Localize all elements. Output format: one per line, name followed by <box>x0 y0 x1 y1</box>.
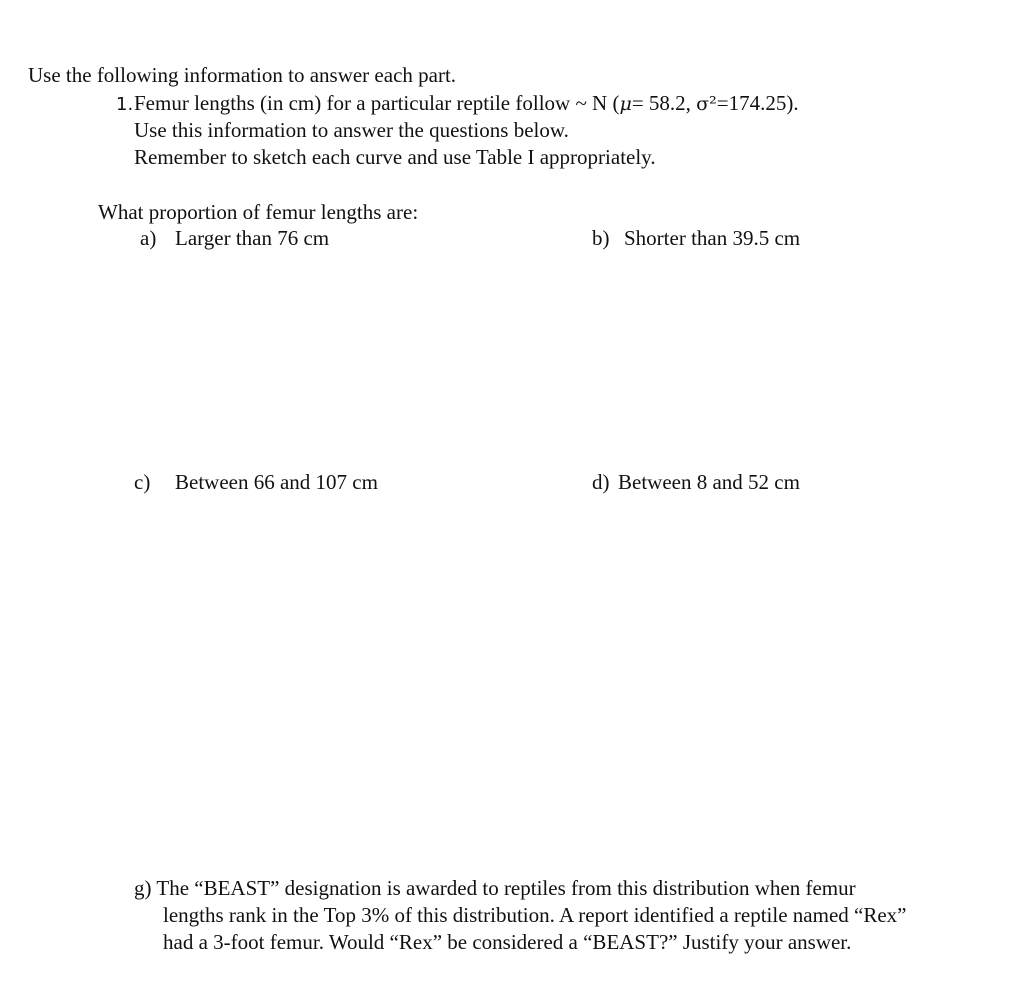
question-1-distribution-text: Femur lengths (in cm) for a particular reptile follow ~ N ( <box>134 91 620 115</box>
part-a-text: Larger than 76 cm <box>175 226 330 250</box>
mu-symbol: μ <box>619 93 632 115</box>
question-1-line-2: Use this information to answer the questions below. <box>134 118 569 142</box>
question-number: 1. <box>116 94 134 115</box>
part-b <box>592 225 800 252</box>
question-1-line-1 <box>116 90 799 118</box>
question-1-line-3: Remember to sketch each curve and use Table I appropriately. <box>134 145 656 169</box>
part-d <box>592 469 800 496</box>
part-g-line-3: had a 3-foot femur. Would “Rex” be considered a “BEAST?” Justify your answer. <box>163 930 852 954</box>
proportion-prompt: What proportion of femur lengths are: <box>98 200 419 224</box>
part-b-text: Shorter than 39.5 cm <box>624 226 801 250</box>
sigma-squared-value: =174.25). <box>716 91 799 115</box>
part-a <box>140 225 329 252</box>
part-c <box>134 469 378 496</box>
instructions-text: Use the following information to answer each part. <box>28 63 457 87</box>
part-c-label: c) <box>134 470 151 494</box>
part-d-text: Between 8 and 52 cm <box>618 470 800 494</box>
part-b-label: b) <box>592 226 610 250</box>
sigma-squared-symbol: σ² <box>696 93 717 115</box>
part-c-text: Between 66 and 107 cm <box>175 470 378 494</box>
part-a-label: a) <box>140 226 157 250</box>
mu-value: = 58.2, <box>631 91 697 115</box>
part-g-line-1: g) The “BEAST” designation is awarded to reptiles from this distribution when femur <box>134 876 856 900</box>
part-g-line-2: lengths rank in the Top 3% of this distribution. A report identified a reptile named “Rex” <box>163 903 907 927</box>
part-d-label: d) <box>592 470 610 494</box>
